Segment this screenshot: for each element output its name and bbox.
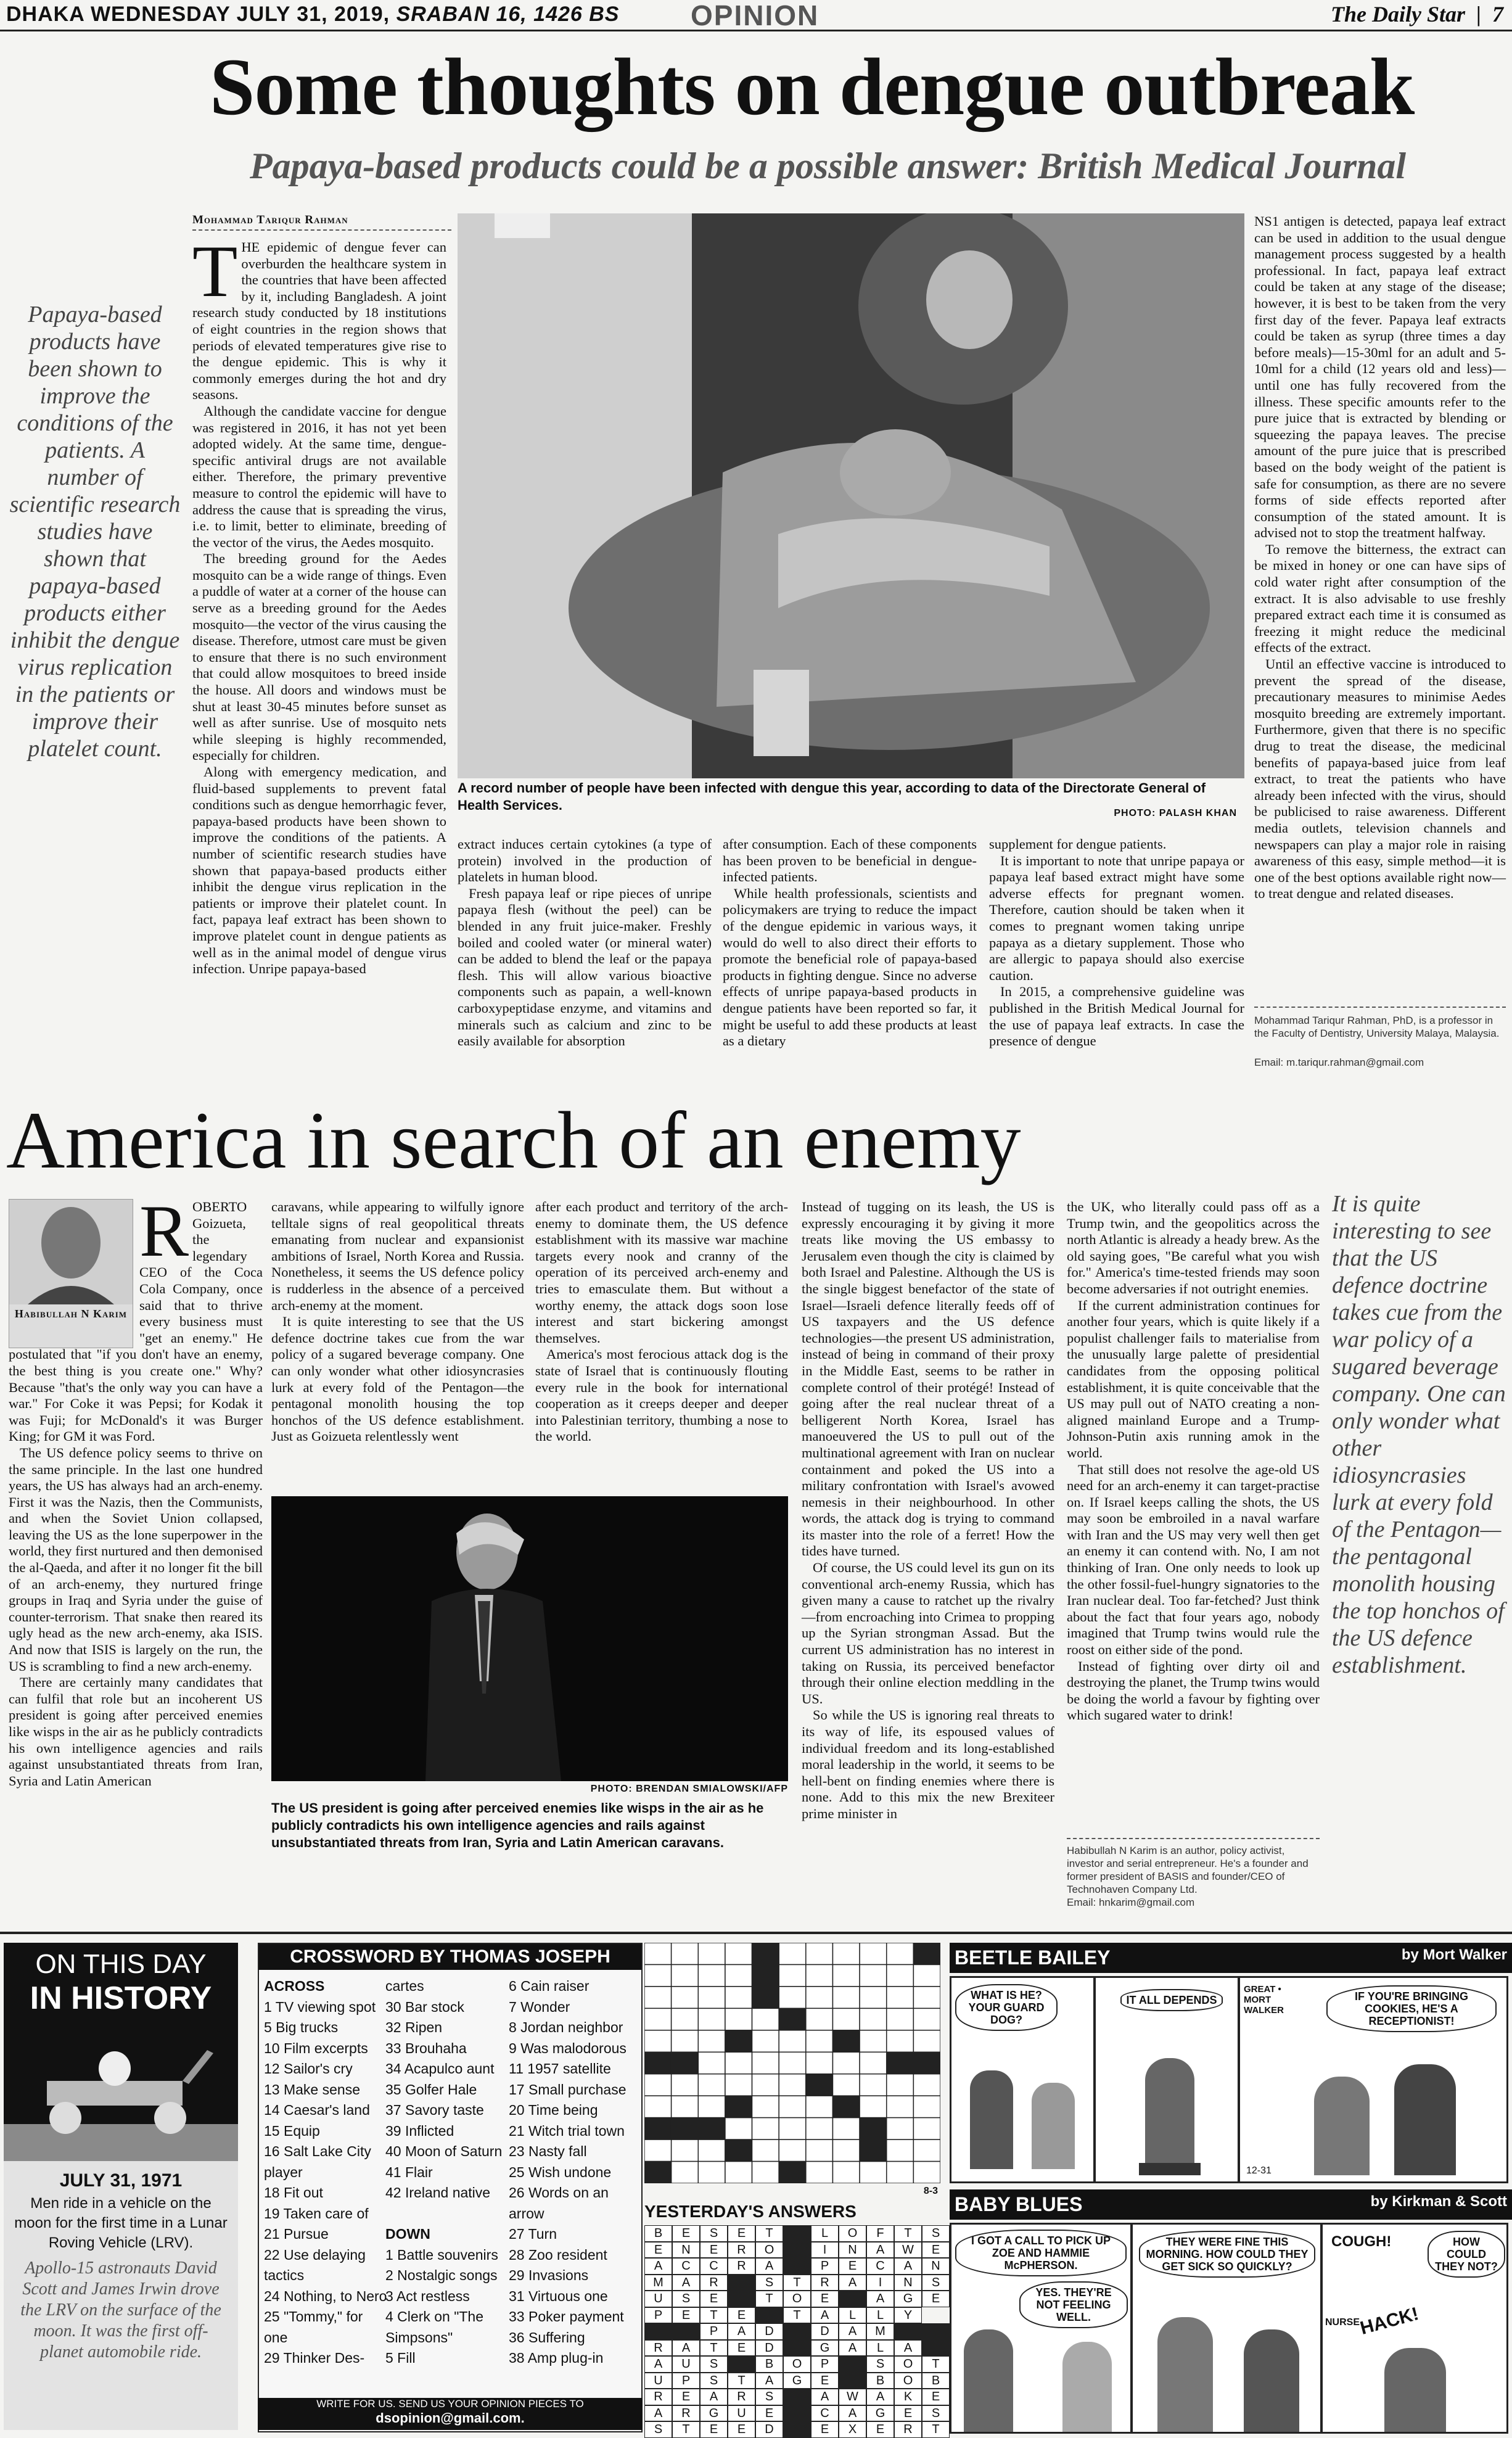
crossword-clue: 13 Make sense (264, 2081, 360, 2098)
crossword-clue: 29 Thinker Des- (264, 2350, 365, 2366)
answer-row: R A T E D G A L A (644, 2340, 950, 2357)
crossword-clue: 37 Savory taste (385, 2102, 484, 2118)
grid-cell (752, 2030, 779, 2052)
article1-email[interactable]: Email: m.tariqur.rahman@gmail.com (1254, 1056, 1424, 1068)
grid-cell (806, 1987, 833, 2008)
grid-cell (913, 2118, 940, 2139)
article1-col2: extract induces certain cytokines (a type of protein) involved in the production of platelets in human blood. Fresh papaya leaf or ripe pieces of unripe papaya flesh (without the peel) can be blended in any fruit juice-maker. Freshly boiled and cooled water (or mineral water) can be added to blend the leaf or the papaya flesh. This will allow various bioactive components such as papain, a well-known carboxypeptidase enzyme, and vitamins and minerals such as calcium and zinc to be easily available for absorption (458, 836, 712, 1049)
grid-cell (887, 2074, 914, 2096)
grid-cell (832, 1943, 860, 1964)
history-box (4, 1943, 238, 2430)
grid-cell (672, 1964, 699, 1986)
grid-cell (913, 2074, 940, 2096)
grid-cell (644, 2030, 672, 2052)
crossword-clue: 1 TV viewing spot (264, 1998, 376, 2015)
grid-cell (725, 2008, 752, 2030)
grid-cell (913, 2139, 940, 2161)
grid-cell (832, 2030, 860, 2052)
grid-cell (887, 2118, 914, 2139)
grid-cell (672, 2096, 699, 2117)
article1-col4: supplement for dengue patients. It is important to note that unripe papaya or papaya leaf based extract might have some adverse effects for pregnant women. Therefore, caution should be taken when it comes to pregnant women taking unripe papaya as a dietary supplement. Those who are allergic to papaya should also exercise caution. In 2015, a comprehensive guideline was published in the British Medical Journal for the use of papaya leaf extracts. In case the presence of dengue (989, 836, 1244, 1049)
article2-pullquote: It is quite interesting to see that the US defence doctrine takes cue from the war policy of a sugared beverage company. One can only wonder what other idiosyncrasies lurk at every fold of the Pentagon—the pentagonal monolith housing the top honchos of the US defence establishment. (1332, 1191, 1506, 1678)
grid-cell (779, 2096, 806, 2117)
article2-bio: Habibullah N Karim is an author, policy activist, investor and serial entrepreneur. He's a founder and former president of BASIS and founder/CEO of Technohaven Company Ltd. (1067, 1845, 1309, 1895)
grid-cell (698, 2008, 725, 2030)
grid-cell (725, 2096, 752, 2117)
grid-cell (725, 2118, 752, 2139)
crossword-clue: 39 Inflicted (385, 2122, 454, 2139)
history-fact: Men ride in a vehicle on the moon for the first time in a Lunar Roving Vehicle (LRV). (14, 2195, 228, 2251)
answer-row: A C C R A P E C A N (644, 2258, 950, 2275)
grid-cell (752, 2162, 779, 2183)
grid-cell (832, 2008, 860, 2030)
crossword-clue: one (264, 2329, 288, 2345)
crossword-clue: 3 Act restless (385, 2288, 470, 2304)
crossword-box: CROSSWORD BY THOMAS JOSEPH ACROSS 1 TV viewing spot 5 Big trucks 10 Film excerpts 12 Sailor's cry 13 Make sense 14 Caesar's land 15 Equip 16 Salt Lake City player 18 Fit out 19 Taken care of 21 Pursue 22 Use delaying tactics 24 Nothing, to Nero 25 "Tommy," for one 29 Thinker Des- cartes 30 Bar stock 32 Ripen 33 Brouhaha 34 Acapulco aunt 35 Golfer Hale 37 Savory taste 39 Inflicted 40 Moon of Saturn 41 Flair 42 Ireland native DOWN 1 Battle souvenirs 2 Nostalgic songs 3 Act restless 4 Clerk on "The Simpsons" 5 Fill 6 Cain raiser 7 Wonder 8 Jordan neighbor 9 Was malodorous 11 1957 satellite 17 Small purchase 20 Time being 21 Witch trial town 23 Nasty fall 25 Wish undone 26 Words on an arrow 27 Turn 28 Zoo resident 29 Invasions 31 Virtuous one 33 Poker payment 36 Suffering 38 Amp plug-in (258, 1943, 643, 2432)
grid-cell (644, 1943, 672, 1964)
answer-row: P E T E T A L L Y (644, 2307, 950, 2324)
grid-cell (644, 2052, 672, 2074)
grid-cell (725, 2052, 752, 2074)
grid-cell (698, 2162, 725, 2183)
grid-cell (913, 2008, 940, 2030)
crossword-clue: 6 Cain raiser (509, 1978, 590, 1994)
dengue-caption: A record number of people have been infected with dengue this year, according to data of the Directorate General of Health Services. (458, 780, 1206, 813)
grid-cell (832, 2118, 860, 2139)
grid-cell (806, 2074, 833, 2096)
crossword-clue: 40 Moon of Saturn (385, 2143, 503, 2159)
footer-email[interactable]: dsopinion@gmail.com. (376, 2410, 525, 2426)
grid-cell (832, 2139, 860, 2161)
history-title-2: IN HISTORY (30, 1980, 212, 2016)
crossword-clue (385, 2204, 502, 2225)
beetle-panel-2: IT ALL DEPENDS (1094, 1976, 1239, 2183)
crossword-clue: 32 Ripen (385, 2019, 443, 2035)
grid-cell (644, 2074, 672, 2096)
grid-cell (644, 2008, 672, 2030)
crossword-clue: 22 Use delaying (264, 2246, 366, 2263)
crossword-clue: 5 Fill (385, 2350, 416, 2366)
answers-label: YESTERDAY'S (644, 2202, 768, 2221)
article1-col1: THE epidemic of dengue fever can overburden the healthcare system in the countries that have been affected by it, including Bangladesh. A joint research study conducted by 18 institutions of eight countries in the region shows that periods of elevated temperatures give rise to the dengue epidemic. This is why it commonly emerges during the hot and dry seasons. Although the candidate vaccine for dengue was registered in 2016, it has not yet been adopted widely. At the same time, dengue-specific antiviral drugs are not available either. Therefore, the primary preventive measure to control the epidemic will have to address the cause that is spreading the virus, i.e. to limit, better to eliminate, breeding of the vector of the virus, the Aedes mosquito. The breeding ground for the Aedes mosquito can be a wide range of things. Even a puddle of water at a corner of the house can serve as a breeding ground for the Aedes mosquito—the vector of the virus causing the disease. Therefore, utmost care must be given to ensure that there is no such environment that could allow mosquitoes to breed inside the house. All doors and windows must be shut at least 30-45 minutes before sunset as well as after sunrise. Use of mosquito nets while sleeping is highly recommended, especially for children. Along with emergency medication, and fluid-based supplements to prevent fatal conditions such as dengue hemorrhagic fever, papaya-based products have been shown to improve the conditions of the patients. A number of scientific research studies have shown that papaya-based products either inhibit the dengue virus replication in the patients or improve their platelet count. In fact, papaya leaf extract has been shown to improve platelet count in dengue patients as well as in the animal model of dengue virus infection. Unripe papaya-based (192, 230, 446, 977)
answer-row: U S E T O E A G E (644, 2291, 950, 2307)
grid-cell (860, 2096, 887, 2117)
article1-col5: NS1 antigen is detected, papaya leaf extract can be used in addition to the usual dengue management process suggested by a health professional. In fact, papaya leaf extract could be taken at any stage of the disease; however, it is best to be taken from the very first day of the fever. Papaya leaf extracts could be taken as syrup (three times a day before meals)—15-30ml for an adult and 5-10ml for a child (12 years old and less)—until one has fully recovered from the illness. These specific amounts refer to the pure juice that is extracted by blending or squeezing the papaya leaves. The precise amount of the pure juice that is prescribed based on the body weight of the patient is safe for consumption, as there are no severe forms of side effects reported after consumption of the stated amount. It is advised not to stop the treatment halfway. To remove the bitterness, the extract can be mixed in honey or one can have sips of cold water right after consumption of the extract. It is also advisable to use freshly prepared extract each time it is consumed as freezing it might reduce the medicinal effects of the extract. Until an effective vaccine is introduced to prevent the spread of the disease, precautionary measures to minimise Aedes mosquito breeding are extremely important. Furthermore, given that there is no specific drug to treat the disease, the medicinal benefits of papaya-based juice from leaf extract, to treat the patients who have already been infected with the virus, should be publicised to raise awareness. Different media outlets, television channels and newspapers can play a major role in raising awareness of this easy, simple method—it is one of the best options available right now—to treat dengue and related diseases. (1254, 213, 1506, 902)
grid-cell (887, 2162, 914, 2183)
grid-cell (860, 2008, 887, 2030)
baby-byline: by Kirkman & Scott (1370, 2193, 1507, 2210)
article2-email[interactable]: Email: hnkarim@gmail.com (1067, 1896, 1195, 1908)
grid-cell (698, 2139, 725, 2161)
grid-cell (806, 1943, 833, 1964)
crossword-clue: 10 Film excerpts (264, 2040, 368, 2056)
grid-cell (832, 2052, 860, 2074)
grid-cell (644, 1987, 672, 2008)
crossword-clue: 14 Caesar's land (264, 2102, 370, 2118)
grid-cell (806, 2162, 833, 2183)
grid-cell (779, 2118, 806, 2139)
grid-cell (779, 1987, 806, 2008)
grid-cell (752, 2118, 779, 2139)
grid-cell (913, 2162, 940, 2183)
grid-cell (698, 2096, 725, 2117)
grid-cell (860, 2118, 887, 2139)
grid-cell (725, 2074, 752, 2096)
grid-cell (672, 2008, 699, 2030)
grid-cell (725, 1964, 752, 1986)
grid-cell (913, 1987, 940, 2008)
article2-col4: Instead of tugging on its leash, the US is expressly encouraging it by giving it more treats like moving the US embassy to Jerusalem even though the city is claimed by both Israel and Palestine. Although the US is the single biggest benefactor of the state of Israel—Israeli defence literally feeds off of US taxpayers and the US defence technologies—the present US administration, instead of being in command of their proxy in the Middle East, seems to be rather in complete control of their protégé! Instead of going after the real nuclear threat of a belligerent North Korea, Israel has manoeuvered the US to pull out of the multinational agreement with Iran on nuclear containment and poked the US into a military confrontation with Israel's avowed nemesis in their neighbourhood. In other words, the attack dog is trying to command its master into the role of a ferret! How the tides have turned. Of course, the US could level its gun on its conventional arch-enemy Russia, which has given many a cause to ratchet up the rivalry—from encroaching into Crimea to propping up the Syrian strongman Assad. But the current US administration has no interest in taking on Russia, its perceived benefactor through their online election meddling in the US. So while the US is ignoring real threats to its way of life, its espoused values of individual freedom and its long-established moral leadership in the world, it seems to be hell-bent on finding enemies where there is none. Add to this mix the new Brexiteer prime minister in (802, 1199, 1054, 1821)
grid-cell (725, 1943, 752, 1964)
grid-cell (806, 2052, 833, 2074)
dropcap-r: R (139, 1190, 189, 1272)
crossword-clue: 38 Amp plug-in (509, 2350, 604, 2366)
crossword-clue: player (264, 2164, 303, 2180)
baby-panel-2: THEY WERE FINE THIS MORNING. HOW COULD THEY GET SICK SO QUICKLY? (1131, 2223, 1322, 2434)
article2-col2: caravans, while appearing to wilfully ignore telltale signs of real geopolitical threats emanating from nuclear and expansionist ambitions of Israel, North Korea and Russia. Nonetheless, it seems the US defence policy is rudderless in the absence of a perceived arch-enemy at the moment. It is quite interesting to see that the US defence doctrine takes cue from the war policy of a sugared beverage company. One can only wonder what other idiosyncrasies lurk at every fold of the Pentagon—the pentagonal monolith housing the top honchos of the US defence establishment. Just as Goizueta relentlessly went (271, 1199, 524, 1444)
grid-cell (698, 2118, 725, 2139)
crossword-clue: 18 Fit out (264, 2185, 323, 2201)
grid-cell (779, 1964, 806, 1986)
grid-cell (860, 1943, 887, 1964)
crossword-clue: 26 Words on an (509, 2185, 609, 2201)
crossword-clue: 34 Acapulco aunt (385, 2061, 495, 2077)
page-number: 7 (1492, 2, 1503, 27)
crossword-clue: 15 Equip (264, 2122, 320, 2139)
grid-cell (806, 2096, 833, 2117)
crossword-clue: 33 Poker payment (509, 2308, 624, 2325)
crossword-clue: 25 Wish undone (509, 2164, 612, 2180)
paper-name: The Daily Star | 7 (1331, 2, 1503, 27)
grid-cell (887, 2139, 914, 2161)
crossword-grid[interactable] (644, 1943, 940, 2196)
grid-cell (887, 2052, 914, 2074)
write-for-us: WRITE FOR US. SEND US YOUR OPINION PIECES TO dsopinion@gmail.com. (258, 2398, 643, 2430)
grid-cell (832, 1987, 860, 2008)
crossword-clue: 24 Nothing, to Nero (264, 2288, 387, 2304)
history-date: JULY 31, 1971 (59, 2170, 183, 2191)
article1-bio: Mohammad Tariqur Rahman, PhD, is a professor in the Faculty of Dentistry, University Malaya, Malaysia. (1254, 1015, 1500, 1039)
baby-panel-3: HOW COULD THEY NOT? COUGH! HACK! NURSE (1321, 2223, 1508, 2434)
history-note: Apollo-15 astronauts David Scott and James Irwin drove the LRV on the surface of the moon. It was the first off-planet automobile ride. (20, 2259, 221, 2362)
grid-cell (752, 2139, 779, 2161)
grid-cell (913, 1964, 940, 1986)
crossword-clue: 25 "Tommy," for (264, 2308, 363, 2325)
grid-cell (860, 2074, 887, 2096)
crossword-clue: 1 Battle souvenirs (385, 2246, 498, 2263)
crossword-clue: 19 Taken care of (264, 2205, 369, 2222)
beetle-date: 12-31 (1246, 2165, 1272, 2176)
article1-headline[interactable]: Some thoughts on dengue outbreak (210, 41, 1415, 132)
dengue-photo (458, 213, 1244, 778)
crossword-clue: 29 Invasions (509, 2267, 589, 2283)
answers-block (644, 2202, 950, 2438)
grid-cell (672, 2162, 699, 2183)
grid-cell (752, 1943, 779, 1964)
crossword-clue: 35 Golfer Hale (385, 2081, 477, 2098)
grid-cell (860, 1987, 887, 2008)
grid-cell (779, 1943, 806, 1964)
answer-row: R E A R S A W A K E (644, 2389, 950, 2405)
president-photo (271, 1496, 788, 1781)
grid-cell (698, 2052, 725, 2074)
crossword-clue: 7 Wonder (509, 1998, 570, 2015)
crossword-clue: Simpsons" (385, 2329, 453, 2345)
grid-cell (860, 1964, 887, 1986)
answer-row: S T E E D E X E R T (644, 2421, 950, 2438)
president-caption: The US president is going after perceived enemies like wisps in the air as he publicly contradicts his own intelligence agencies and rails against unsubstantiated threats from Iran, Syria and Latin American caravans. (271, 1800, 764, 1850)
crossword-clue: 12 Sailor's cry (264, 2061, 353, 2077)
beetle-panel-3: GREAT • MORT WALKER IF YOU'RE BRINGING COOKIES, HE'S A RECEPTIONIST! 12-31 (1238, 1976, 1508, 2183)
grid-cell (725, 2139, 752, 2161)
crossword-clue: 21 Witch trial town (509, 2122, 625, 2139)
grid-cell (698, 2074, 725, 2096)
article2-col1: ROBERTO Goizueta, the legendary CEO of the Coca Cola Company, once said that to thrive every business must "get an enemy." He postulated that "if you don't have an enemy, the best thing is you create one." Why? Because "that's the only way you can have a war." For Coke it was Pepsi; for Kodak it was Fuji; for McDonald's it was Burger King; for GM it was Ford. The US defence policy seems to thrive on the same principle. In the last one hundred years, the US has always had an arch-enemy. First it was the Nazis, then the Communists, and when the Soviet Union collapsed, leaving the US as the lone superpower in the world, they first nurtured and then demonised the al-Qaeda, and after it no longer fit the bill of an arch-enemy, they nurtured fringe groups in Iraq and Syria under the guise of counter-terrorism. That snake then reared its ugly head as the new arch-enemy, aka ISIS. And now that ISIS is largely on the run, the US is scrambling to find a new arch-enemy. There are certainly many candidates that can fulfil that role but an incoherent US president is going after perceived enemies like wisps in the air as he publicly contradicts his own intelligence agencies and rails against unsubstantiated threats from Iran, Syria and Latin American (9, 1190, 263, 1789)
grid-cell (672, 1943, 699, 1964)
beetle-bailey-title: BEETLE BAILEY by Mort Walker (950, 1943, 1512, 1973)
grid-cell (779, 2052, 806, 2074)
grid-cell (698, 1964, 725, 1986)
grid-cell (672, 1987, 699, 2008)
crossword-clue: 11 1957 satellite (509, 2061, 611, 2077)
crossword-clue: 41 Flair (385, 2164, 433, 2180)
crossword-clue: 4 Clerk on "The (385, 2308, 484, 2325)
grid-cell (913, 2052, 940, 2074)
grid-cell (752, 2096, 779, 2117)
grid-id: 8-3 (923, 2186, 938, 2196)
article2-col3: after each product and territory of the arch-enemy to dominate them, the US defence establishment with its massive war machine targets every nook and cranny of the operation of its perceived arch-enemy and tries to emasculate them. But without a worthy enemy, the attack dogs soon lose interest and start bickering amongst themselves. America's most ferocious attack dog is the state of Israel that is continuously flouting every rule in the book for international cooperation as it creeps deeper and deeper into Palestinian territory, thumbing a nose to the world. (535, 1199, 788, 1444)
baby-panel-1: I GOT A CALL TO PICK UP ZOE AND HAMMIE McPHERSON. YES. THEY'RE NOT FEELING WELL. (950, 2223, 1132, 2434)
grid-cell (806, 2118, 833, 2139)
grid-cell (806, 2030, 833, 2052)
grid-cell (832, 1964, 860, 1986)
crossword-clue: 30 Bar stock (385, 1998, 464, 2015)
crossword-clue: 9 Was malodorous (509, 2040, 627, 2056)
lunar-rover-image (4, 2025, 238, 2161)
grid-cell (698, 2030, 725, 2052)
section-label: OPINION (691, 0, 820, 31)
crossword-clue: 21 Pursue (264, 2226, 329, 2242)
grid-cell (672, 2118, 699, 2139)
grid-cell (752, 2074, 779, 2096)
answer-row: A R G U E C A G E S (644, 2405, 950, 2422)
grid-cell (752, 1964, 779, 1986)
dropcap: T (192, 230, 238, 312)
crossword-clue: 5 Big trucks (264, 2019, 339, 2035)
grid-cell (644, 2139, 672, 2161)
answer-row: U P S T A G E B O B (644, 2373, 950, 2389)
grid-cell (644, 2162, 672, 2183)
article2-author: Habibullah N Karim (14, 1308, 128, 1320)
answer-row: P A D D A M (644, 2323, 950, 2340)
grid-cell (779, 2139, 806, 2161)
answer-row: E N E R O I N A W E (644, 2242, 950, 2259)
crossword-clue: 28 Zoo resident (509, 2246, 607, 2263)
article1-col3: after consumption. Each of these components has been proven to be beneficial in dengue-infected patients. While health professionals, scientists and policymakers are trying to reduce the impact of the dengue epidemic in various ways, it would do well to also direct their efforts to promote the beneficial role of papaya-based products in fighting dengue. Since no adverse effects of unripe papaya-based products in dengue patients have been reported so far, it might be useful to add these products at least as a dietary (723, 836, 977, 1049)
president-credit: PHOTO: BRENDAN SMIALOWSKI/AFP (590, 1784, 788, 1794)
grid-cell (887, 1964, 914, 1986)
grid-cell (672, 2139, 699, 2161)
grid-cell (860, 2052, 887, 2074)
history-title-1: ON THIS DAY (35, 1949, 207, 1979)
grid-cell (779, 2074, 806, 2096)
article1-subhead: Papaya-based products could be a possible answer: British Medical Journal (250, 146, 1407, 186)
grid-cell (752, 1987, 779, 2008)
article1-pullquote: Papaya-based products have been shown to improve the conditions of the patients. A number of scientific research studies have shown that papaya-based products either inhibit the dengue virus replication in the patients or improve their platelet count. (9, 302, 181, 762)
grid-cell (644, 2118, 672, 2139)
grid-cell (672, 2074, 699, 2096)
grid-cell (779, 2162, 806, 2183)
grid-cell (806, 2008, 833, 2030)
grid-cell (832, 2162, 860, 2183)
grid-cell (887, 2030, 914, 2052)
article1-byline: Mohammad Tariqur Rahman (192, 213, 348, 226)
grid-cell (779, 2030, 806, 2052)
grid-cell (832, 2074, 860, 2096)
grid-cell (913, 2096, 940, 2117)
crossword-clue: 16 Salt Lake City (264, 2143, 371, 2159)
grid-cell (860, 2162, 887, 2183)
answer-row: B E S E T L O F T S (644, 2225, 950, 2242)
grid-cell (887, 1943, 914, 1964)
crossword-clue: DOWN (385, 2226, 430, 2242)
grid-cell (672, 2052, 699, 2074)
crossword-clue: 31 Virtuous one (509, 2288, 608, 2304)
crossword-clue: 23 Nasty fall (509, 2143, 587, 2159)
grid-cell (860, 2030, 887, 2052)
grid-cell (806, 1964, 833, 1986)
answers-label-b: ANSWERS (768, 2202, 857, 2221)
grid-cell (913, 2030, 940, 2052)
crossword-clue: 20 Time being (509, 2102, 598, 2118)
grid-cell (752, 2052, 779, 2074)
crossword-clue: 2 Nostalgic songs (385, 2267, 498, 2283)
crossword-clue: arrow (509, 2205, 544, 2222)
article2-col5: the UK, who literally could pass off as a Trump twin, and the geopolitics across the north Atlantic is already a heady brew. As the old saying goes, "Be careful what you wish for." America's time-tested friends may soon become adversaries if not outright enemies. If the current administration continues for another four years, which is quite likely if a populist challenger fails to materialise from the unusually large palette of presidential candidates from the opposing political establishment, it is quite conceivable that the US may pull out of NATO creating a non-aligned mainland Europe and a Trump-Johnson-Putin axis running amok in the world. That still does not resolve the age-old US need for an arch-enemy it can target-practise on. If Israel keeps calling the shots, the US may soon be embroiled in a naval warfare with Iran and the US may very well then get an enemy it can contend with. No, I am not thinking of Iran. One only needs to look up the other fossil-fuel-hungry signatories to the Iran nuclear deal. Too far-fetched? Just think about the fact that four years ago, nobody imagined that Trump twins would rule the roost on either side of the pond. Instead of fighting over dirty oil and destroying the planet, the Trump twins would be doing the world a favour by fighting over which sugared water to drink! (1067, 1199, 1320, 1723)
article2-headline[interactable]: America in search of an enemy (6, 1095, 1021, 1185)
grid-cell (913, 1943, 940, 1964)
answer-row: M A R S T R A I N S (644, 2275, 950, 2291)
crossword-clue: 8 Jordan neighbor (509, 2019, 623, 2035)
crossword-title: CROSSWORD BY THOMAS JOSEPH (259, 1944, 641, 1970)
crossword-clue: 42 Ireland native (385, 2185, 491, 2201)
grid-cell (832, 2096, 860, 2117)
crossword-clue: 17 Small purchase (509, 2081, 627, 2098)
grid-cell (806, 2139, 833, 2161)
grid-cell (698, 1987, 725, 2008)
dengue-credit: PHOTO: PALASH KHAN (1114, 808, 1237, 818)
grid-cell (887, 2096, 914, 2117)
grid-cell (644, 1964, 672, 1986)
grid-cell (887, 2008, 914, 2030)
grid-cell (779, 2008, 806, 2030)
grid-cell (644, 2096, 672, 2117)
grid-cell (698, 1943, 725, 1964)
grid-cell (860, 2139, 887, 2161)
crossword-clue: 27 Turn (509, 2226, 557, 2242)
crossword-clue: cartes (385, 1978, 424, 1994)
grid-cell (725, 1987, 752, 2008)
grid-cell (887, 1987, 914, 2008)
dateline: DHAKA WEDNESDAY JULY 31, 2019, SRABAN 16, 1426 BS (6, 2, 620, 26)
answer-row: A U S B O P S O T (644, 2356, 950, 2373)
beetle-byline: by Mort Walker (1401, 1946, 1507, 1963)
grid-cell (752, 2008, 779, 2030)
crossword-clue: 33 Brouhaha (385, 2040, 467, 2056)
grid-cell (725, 2030, 752, 2052)
grid-cell (725, 2162, 752, 2183)
baby-blues-title: BABY BLUES by Kirkman & Scott (950, 2189, 1512, 2220)
crossword-clue: 36 Suffering (509, 2329, 585, 2345)
beetle-panel-1: WHAT IS HE? YOUR GUARD DOG? (950, 1976, 1095, 2183)
grid-cell (672, 2030, 699, 2052)
crossword-clue: tactics (264, 2267, 305, 2283)
